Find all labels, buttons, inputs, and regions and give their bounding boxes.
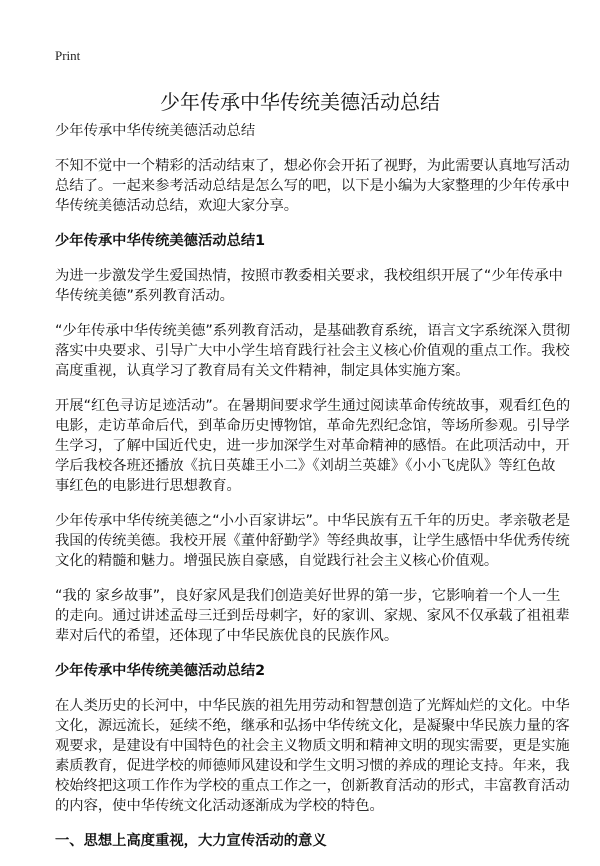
paragraph-line: “少年传承中华传统美德”系列教育活动，是基础教育系统，语言文字系统深入贯彻 — [55, 323, 571, 339]
paragraph — [55, 396, 571, 496]
paragraph-line: 少年传承中华传统美德活动总结 — [55, 123, 256, 139]
document-body — [55, 121, 571, 866]
paragraph — [55, 156, 570, 216]
section-heading: 少年传承中华传统美德活动总结2 — [55, 663, 266, 679]
paragraph-line: “我的 家乡故事”，良好家风是我们创造美好世界的第一步，它影响着一个人一生 — [55, 588, 561, 604]
paragraph-line: 我国的传统美德。我校开展《董仲舒勤学》等经典故事，让学生感悟中华优秀传统 — [55, 533, 570, 549]
paragraph-line: 华传统美德”系列教育活动。 — [55, 288, 234, 304]
print-link[interactable]: Print — [55, 48, 81, 63]
paragraph-line: 学后我校各班还播放《抗日英雄王小二》《刘胡兰英雄》《小小飞虎队》等红色故 — [55, 458, 556, 474]
paragraph — [55, 266, 563, 306]
paragraph-line: 总结了。一起来参考活动总结是怎么写的吧，以下是小编为大家整理的少年传承中 — [55, 178, 570, 194]
paragraph — [55, 511, 571, 571]
page-title: 少年传承中华传统美德活动总结 — [160, 90, 440, 114]
paragraph — [55, 321, 571, 381]
paragraph-line: 辈对后代的希望，还体现了中华民族优良的民族作风。 — [55, 628, 399, 644]
paragraph-line: 在人类历史的长河中，中华民族的祖先用劳动和智慧创造了光辉灿烂的文化。中华 — [55, 698, 570, 714]
paragraph-line: 高度重视，认真学习了教育局有关文件精神，制定具体实施方案。 — [55, 363, 470, 379]
paragraph — [55, 586, 570, 646]
paragraph-line: 文化，源远流长，延续不绝，继承和弘扬中华传统文化，是凝聚中华民族力量的客 — [55, 718, 570, 734]
paragraph-line: 不知不觉中一个精彩的活动结束了，想必你会开拓了视野，为此需要认真地写活动 — [55, 158, 570, 174]
paragraph-line: 观要求，是建设有中国特色的社会主义物质文明和精神文明的现实需要，更是实施 — [55, 738, 570, 754]
paragraph-line: 文化的精髓和魅力。增强民族自豪感，自觉践行社会主义核心价值观。 — [55, 553, 499, 569]
paragraph-line: 的内容，使中华传统文化活动逐渐成为学校的特色。 — [55, 798, 384, 814]
paragraph-line: 电影，走访革命后代，到革命历史博物馆，革命先烈纪念馆，等场所参观。引导学 — [55, 418, 570, 434]
paragraph-line: 落实中央要求、引导广大中小学生培育践行社会主义核心价值观的重点工作。我校 — [55, 343, 570, 359]
section-heading: 少年传承中华传统美德活动总结1 — [55, 233, 266, 249]
paragraph-line: 华传统美德活动总结，欢迎大家分享。 — [55, 198, 299, 214]
paragraph — [55, 121, 555, 141]
paragraph — [55, 696, 570, 816]
paragraph-line: 校始终把这项工作作为学校的重点工作之一，创新教育活动的形式，丰富教育活动 — [55, 778, 570, 794]
paragraph-line: 生学习，了解中国近代史，进一步加深学生对革命精神的感悟。在此项活动中，开 — [55, 438, 570, 454]
section-heading: 一、思想上高度重视，大力宣传活动的意义 — [55, 833, 327, 849]
paragraph-line: 素质教育，促进学校的师德师风建设和学生文明习惯的养成的理论支持。年来，我 — [55, 758, 570, 774]
paragraph-line: 少年传承中华传统美德之“小小百家讲坛”。中华民族有五千年的历史。孝亲敬老是 — [55, 513, 571, 529]
paragraph-line: 为进一步激发学生爱国热情，按照市教委相关要求，我校组织开展了“少年传承中 — [55, 268, 563, 284]
paragraph-line: 事红色的电影进行思想教育。 — [55, 478, 241, 494]
paragraph-line: 的走向。通过讲述孟母三迁到岳母刺字，好的家训、家规、家风不仅承载了祖祖辈 — [55, 608, 570, 624]
paragraph-line: 开展“红色寻访足迹活动”。在暑期间要求学生通过阅读革命传统故事，观看红色的 — [55, 398, 571, 414]
